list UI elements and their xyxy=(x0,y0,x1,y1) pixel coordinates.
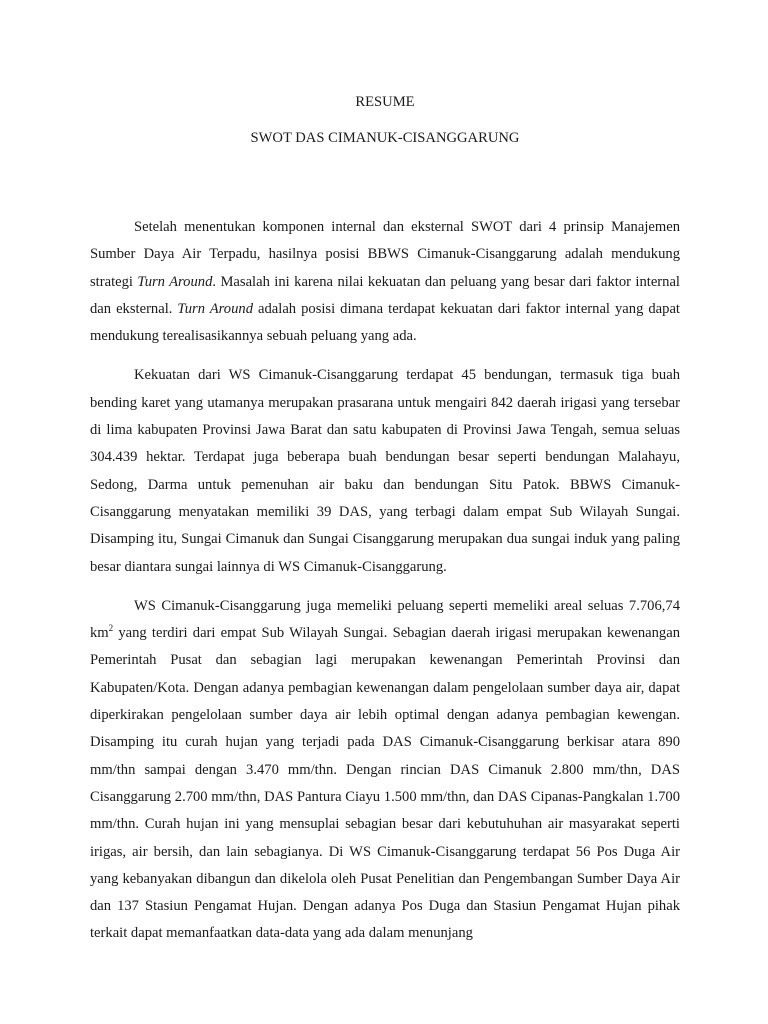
document-title: RESUME xyxy=(355,94,415,110)
paragraph-2: Kekuatan dari WS Cimanuk-Cisanggarung terdapat 45 bendungan, termasuk tiga buah bending karet yang utamanya merupakan prasarana untuk mengairi 842 daerah irigasi yang tersebar di lima kabupaten Provinsi Jawa Barat dan satu kabupaten di Provinsi Jawa Tengah, semua seluas 304.439 hektar. Terdapat juga beberapa buah bendungan besar seperti bendungan Malahayu, Sedong, Darma untuk pemenuhan air baku dan bendungan Situ Patok. BBWS Cimanuk-Cisanggarung menyatakan memiliki 39 DAS, yang terbagi dalam empat Sub Wilayah Sungai. Disamping itu, Sungai Cimanuk dan Sungai Cisanggarung merupakan dua sungai induk yang paling besar diantara sungai lainnya di WS Cimanuk-Cisanggarung. xyxy=(90,367,680,575)
paragraph-3 xyxy=(90,593,680,948)
paragraph-3-text-b: yang terdiri dari empat Sub Wilayah Sungai. Sebagian daerah irigasi merupakan kewenangan Pemerintah Pusat dan sebagian lagi merupakan kewenangan Pemerintah Provinsi dan Kabupaten/Kota. Dengan adanya pembagian kewenangan dalam pengelolaan sumber daya air, dapat diperkirakan pengelolaan sumber daya air lebih optimal dengan adanya pembagian kewengan. Disamping itu curah hujan yang terjadi pada DAS Cimanuk-Cisanggarung berkisar atara 890 mm/thn sampai dengan 3.470 mm/thn. Dengan rincian DAS Cimanuk 2.800 mm/thn, DAS Cisanggarung 2.700 mm/thn, DAS Pantura Ciayu 1.500 mm/thn, dan DAS Cipanas-Pangkalan 1.700 mm/thn. Curah hujan ini yang mensuplai sebagian besar dari kebutuhuhan air masyarakat seperti irigas, air bersih, dan lain sebagianya. Di WS Cimanuk-Cisanggarung terdapat 56 Pos Duga Air yang kebanyakan dibangun dan dikelola oleh Pusat Penelitian dan Pengembangan Sumber Daya Air dan 137 Stasiun Pengamat Hujan. Dengan adanya Pos Duga dan Stasiun Pengamat Hujan pihak terkait dapat memanfaatkan data-data yang ada dalam menunjang xyxy=(90,625,680,942)
paragraph-1-text-a: Setelah menentukan komponen internal dan eksternal SWOT dari 4 prinsip Manajemen Sumber Daya Air Terpadu, hasilnya posisi BBWS Cimanuk-Cisanggarung adalah mendukung strategi xyxy=(90,219,680,290)
paragraph-1-text-b: . Masalah ini karena nilai kekuatan dan peluang yang besar dari faktor internal dan eksternal. xyxy=(90,273,680,317)
paragraph-1-italic-b: Turn Around xyxy=(177,300,253,317)
document-body xyxy=(90,214,680,948)
document-subtitle: SWOT DAS CIMANUK-CISANGGARUNG xyxy=(250,130,520,146)
paragraph-1 xyxy=(90,214,680,350)
paragraph-1-italic-a: Turn Around xyxy=(137,273,213,290)
paragraph-3-superscript: 2 xyxy=(108,623,114,634)
paragraph-3-text-a: WS Cimanuk-Cisanggarung juga memeliki peluang seperti memeliki areal seluas 7.706,74 km xyxy=(90,597,680,642)
paragraph-1-text-c: adalah posisi dimana terdapat kekuatan dari faktor internal yang dapat mendukung terealisasikannya sebuah peluang yang ada. xyxy=(90,300,680,345)
